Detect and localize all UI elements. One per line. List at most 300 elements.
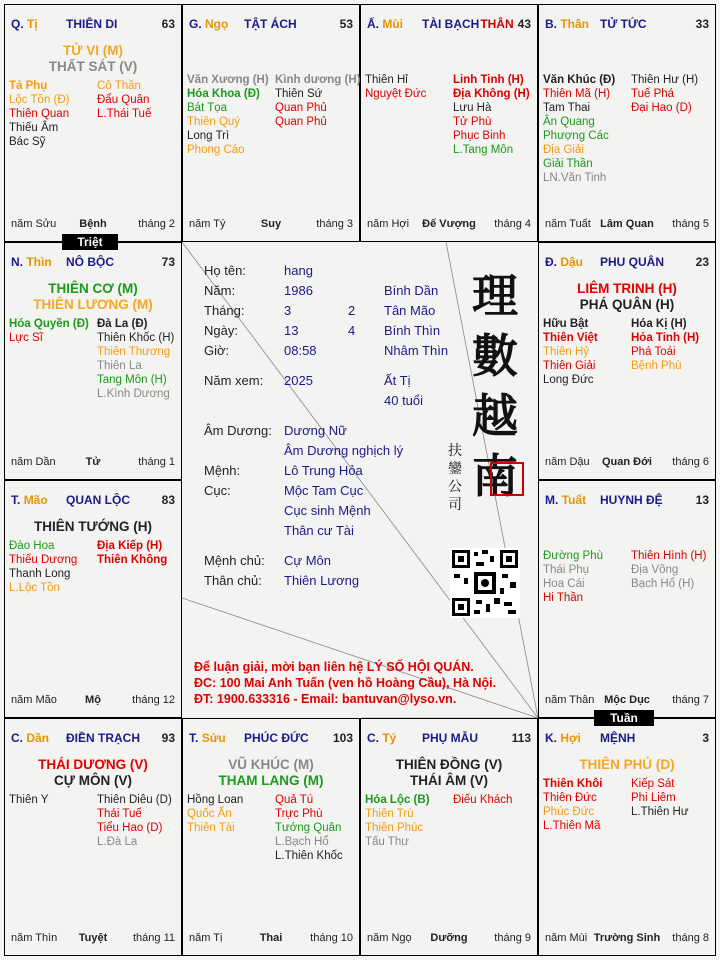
minor-star: Thiên Việt (543, 332, 598, 344)
minor-star: Thiên Quan (9, 108, 70, 120)
minor-star: Bạch Hổ (H) (631, 578, 695, 590)
minor-star: Thiên Khốc (H) (97, 332, 175, 344)
palace-stem-branch (11, 731, 49, 745)
minor-star: Thiên Hỉ (365, 74, 408, 86)
palace-stem: T. (11, 493, 21, 507)
footer-month: tháng 4 (494, 218, 531, 230)
palace-name: PHÚC ĐỨC (244, 731, 309, 745)
minor-stars-right (631, 777, 689, 819)
palace-stem-branch (545, 17, 589, 31)
palace-name: PHỤ MẪU (422, 731, 478, 745)
minor-stars-right (631, 317, 699, 373)
footer-year: năm Mão (11, 694, 57, 706)
major-star: THÁI DƯƠNG (V) (38, 757, 148, 772)
red-seal-stamp (490, 462, 524, 496)
minor-star: Tiểu Hao (D) (97, 822, 163, 834)
value-gio: 08:58 (284, 343, 317, 358)
seal-char-2: 鑾 (448, 461, 462, 477)
palace-name: ĐIỀN TRẠCH (66, 731, 140, 745)
minor-star: Tử Phù (453, 116, 492, 128)
palace-cell-suu (182, 718, 360, 956)
palace-branch: Sửu (201, 731, 226, 745)
minor-star: Văn Xương (H) (187, 74, 269, 86)
footer-stage: Thai (259, 932, 283, 944)
minor-star: Địa Kiếp (H) (97, 540, 163, 552)
palace-stem: C. (11, 731, 23, 745)
palace-stem: B. (545, 17, 557, 31)
minor-star: Hỏa Tinh (H) (631, 332, 700, 344)
footer-stage: Lâm Quan (600, 218, 654, 230)
palace-name: MỆNH (600, 731, 636, 745)
minor-star: Đà La (Đ) (97, 318, 148, 330)
minor-star: Địa Giải (543, 144, 584, 156)
minor-star: Thiên Thương (97, 346, 171, 358)
palace-number-value: 43 (517, 17, 531, 31)
palace-number (702, 731, 709, 745)
minor-star: Phá Toái (631, 346, 676, 358)
minor-star: Hoa Cái (543, 578, 585, 590)
palace-footer (545, 694, 709, 708)
palace-stem: Đ. (545, 255, 557, 269)
label-ngay: Ngày: (204, 323, 238, 338)
minor-star: Hóa Kị (H) (631, 318, 687, 330)
minor-star: Bát Tọa (187, 102, 228, 114)
minor-star: L.Tang Môn (453, 144, 514, 156)
footer-stage: Tử (85, 456, 101, 468)
palace-branch: Mùi (382, 17, 404, 31)
minor-star: Thiên Hỷ (543, 346, 590, 358)
than-marker: THÂN (480, 17, 514, 31)
calligraphy-char-2: 數 (472, 329, 518, 383)
value-nam-xem-can-chi: Ất Tị (384, 373, 411, 388)
seal-vertical-text (448, 442, 464, 514)
minor-stars-right (453, 73, 530, 157)
minor-star: Quả Tú (275, 794, 314, 806)
footer-year: năm Dậu (545, 456, 590, 468)
palace-footer (11, 932, 175, 946)
footer-year: năm Sửu (11, 218, 57, 230)
minor-star: L.Thiên Khốc (275, 850, 343, 862)
palace-name: THIÊN DI (66, 17, 118, 31)
minor-stars-right (275, 793, 343, 863)
minor-star: L.Lộc Tồn (9, 582, 60, 594)
calligraphy-char-1: 理 (472, 269, 518, 323)
footer-year: năm Tý (189, 218, 226, 230)
major-star: THAM LANG (M) (218, 773, 324, 788)
palace-stem-branch (189, 731, 226, 745)
minor-stars-right (97, 539, 167, 567)
palace-stem: Q. (11, 17, 24, 31)
palace-footer (189, 218, 353, 232)
minor-star: Địa Võng (631, 564, 679, 576)
palace-name: NÔ BỘC (66, 255, 114, 269)
palace-footer (11, 218, 175, 232)
value-nam-can-chi: Bính Dần (384, 283, 439, 298)
minor-star: Hi Thần (543, 592, 584, 604)
calligraphy-char-3: 越 (472, 389, 518, 443)
minor-star: Ân Quang (543, 116, 595, 128)
palace-footer (11, 456, 175, 470)
value-ngay-am: 4 (348, 323, 356, 338)
palace-stem: C. (367, 731, 379, 745)
palace-branch: Tị (27, 17, 38, 31)
minor-star: Văn Khúc (Đ) (543, 74, 616, 86)
footer-year: năm Thìn (11, 932, 58, 944)
minor-star: Thiên Không (97, 554, 168, 566)
minor-star: Hóa Khoa (Đ) (187, 88, 260, 100)
palace-name: HUYNH ĐỆ (600, 493, 663, 507)
minor-star: Bác Sỹ (9, 136, 46, 148)
minor-star: Long Đức (543, 374, 594, 386)
palace-cell-dan (4, 718, 182, 956)
minor-star: Quan Phủ (275, 102, 327, 114)
value-menh-chu: Cự Môn (284, 553, 331, 568)
minor-star: Tướng Quân (275, 822, 342, 834)
palace-number (333, 731, 353, 745)
palace-cell-ty-top-left (4, 4, 182, 242)
palace-stem: G. (189, 17, 202, 31)
palace-name: TỬ TỨC (600, 17, 647, 31)
minor-star: Đào Hoa (9, 540, 55, 552)
center-info-panel (182, 242, 538, 718)
palace-footer (11, 694, 175, 708)
palace-cell-mui (360, 4, 538, 242)
minor-star: Cô Thần (97, 80, 141, 92)
footer-stage: Tuyệt (78, 932, 108, 944)
palace-name: QUAN LỘC (66, 493, 130, 507)
minor-stars-left (9, 539, 77, 595)
triet-tag: Triệt (62, 234, 118, 250)
minor-star: Lực Sĩ (9, 332, 43, 344)
footer-month: tháng 9 (494, 932, 531, 944)
minor-star: Đường Phù (543, 550, 603, 562)
minor-star: L.Thiên Hư (631, 806, 689, 818)
minor-star: Tam Thai (543, 102, 591, 114)
minor-star: Quốc Ấn (187, 808, 232, 820)
contact-line-1: Để luận giải, mời bạn liên hệ LÝ SỐ HỘI QUÁN. (194, 660, 474, 674)
minor-star: LN.Văn Tinh (543, 172, 607, 184)
palace-branch: Hợi (560, 731, 581, 745)
palace-number (696, 255, 709, 269)
minor-star: Quan Phủ (275, 116, 327, 128)
minor-star: Tuế Phá (631, 88, 675, 100)
minor-stars-right (631, 549, 706, 591)
minor-star: L.Thái Tuế (97, 108, 152, 120)
palace-footer (189, 932, 353, 946)
minor-stars-right (97, 317, 174, 401)
footer-month: tháng 3 (316, 218, 353, 230)
value-than-chu: Thiên Lương (284, 573, 360, 588)
minor-star: Thiên Quý (187, 116, 241, 128)
minor-star: Thiên Trù (365, 808, 414, 820)
major-star: PHÁ QUÂN (H) (579, 297, 675, 312)
minor-star: Tang Môn (H) (97, 374, 167, 386)
major-star: THIÊN ĐỒNG (V) (395, 757, 503, 772)
palace-header (545, 255, 709, 271)
qr-code-icon (450, 548, 520, 618)
palace-stem: T. (189, 731, 199, 745)
value-nam-xem: 2025 (284, 373, 313, 388)
contact-line-2: ĐC: 100 Mai Anh Tuấn (ven hồ Hoàng Cầu), Hà Nội. (194, 676, 497, 690)
palace-cell-dau (538, 242, 716, 480)
minor-stars-right (97, 79, 151, 121)
minor-stars-left (9, 79, 70, 149)
palace-branch: Dần (26, 731, 50, 745)
label-gio: Giờ: (204, 343, 230, 358)
minor-stars-right (97, 793, 172, 849)
palace-name: PHU QUÂN (600, 255, 665, 269)
value-ho-ten: hang (284, 263, 313, 278)
footer-month: tháng 5 (672, 218, 709, 230)
minor-star: Thanh Long (9, 568, 71, 580)
minor-star: Phục Binh (453, 130, 506, 142)
palace-number-value: 63 (161, 17, 175, 31)
minor-star: Thiên Diêu (D) (97, 794, 172, 806)
minor-star: Phi Liêm (631, 792, 676, 804)
palace-number-value: 73 (161, 255, 175, 269)
minor-stars-right (631, 73, 698, 115)
palace-header (11, 17, 175, 33)
palace-cell-thin (4, 242, 182, 480)
palace-header (367, 17, 531, 33)
minor-star: Thiên Phúc (365, 822, 424, 834)
value-am-duong-2: Âm Dương nghịch lý (284, 443, 404, 458)
minor-star: Trực Phù (275, 808, 323, 820)
label-cuc: Cục: (204, 483, 231, 498)
major-star: THIÊN CƠ (M) (48, 281, 138, 296)
palace-number (512, 731, 531, 745)
major-star: THẤT SÁT (V) (48, 59, 138, 74)
minor-star: Thiên Mã (H) (543, 88, 611, 100)
palace-number-value: 3 (702, 731, 709, 745)
palace-stem-branch (545, 493, 586, 507)
palace-header (545, 493, 709, 509)
minor-star: Phong Cáo (187, 144, 245, 156)
label-nam-xem: Năm xem: (204, 373, 264, 388)
footer-year: năm Dần (11, 456, 56, 468)
minor-star: L.Đà La (97, 836, 138, 848)
minor-star: Tấu Thư (365, 836, 409, 848)
minor-star: Hóa Quyền (Đ) (9, 318, 89, 330)
minor-stars-left (365, 793, 430, 849)
palace-header (11, 493, 175, 509)
minor-star: Địa Không (H) (453, 88, 530, 100)
footer-month: tháng 2 (138, 218, 175, 230)
contact-line-3: ĐT: 1900.633316 - Email: bantuvan@lyso.vn. (194, 692, 457, 706)
minor-star: Linh Tinh (H) (453, 74, 524, 86)
footer-year: năm Tuất (545, 218, 591, 230)
footer-stage: Bệnh (79, 218, 107, 230)
palace-header (11, 731, 175, 747)
palace-number-value: 53 (339, 17, 353, 31)
minor-stars-left (187, 73, 269, 157)
label-thang: Tháng: (204, 303, 245, 318)
footer-stage: Mộc Dục (604, 694, 650, 706)
minor-star: Đại Hao (D) (631, 102, 692, 114)
minor-star: Thiếu Dương (9, 554, 78, 566)
minor-star: Kiếp Sát (631, 778, 675, 790)
minor-star: Lộc Tồn (Đ) (9, 94, 70, 106)
palace-name: TẬT ÁCH (244, 17, 297, 31)
label-ho-ten: Họ tên: (204, 263, 246, 278)
palace-stem-branch (11, 255, 52, 269)
minor-star: Thiên Hình (H) (631, 550, 707, 562)
minor-star: Thiên Y (9, 794, 49, 806)
palace-number-value: 33 (695, 17, 709, 31)
footer-year: năm Hợi (367, 218, 410, 230)
minor-stars-left (187, 793, 243, 835)
minor-star: Thiên Khôi (543, 778, 603, 790)
major-star: VŨ KHÚC (M) (228, 757, 314, 772)
footer-month: tháng 6 (672, 456, 709, 468)
palace-footer (367, 932, 531, 946)
palace-number-value: 13 (695, 493, 709, 507)
palace-cell-ty-bottom (360, 718, 538, 956)
palace-footer (545, 932, 709, 946)
footer-stage: Trường Sinh (593, 932, 661, 944)
footer-stage: Dưỡng (430, 932, 468, 944)
value-thang-am: 2 (348, 303, 356, 318)
major-star: CỰ MÔN (V) (54, 773, 132, 788)
palace-number (480, 17, 531, 31)
value-thang-can-chi: Tân Mão (384, 303, 436, 318)
palace-stem: N. (11, 255, 23, 269)
palace-header (545, 17, 709, 33)
minor-star: Thiên La (97, 360, 142, 372)
palace-number (696, 17, 709, 31)
minor-star: Phượng Các (543, 130, 609, 142)
seal-char-4: 司 (448, 497, 462, 513)
minor-star: Lưu Hà (453, 102, 492, 114)
minor-star: Bệnh Phù (631, 360, 682, 372)
palace-number-value: 23 (695, 255, 709, 269)
calligraphy-char-4: 南 (472, 449, 518, 503)
value-tuoi: 40 tuổi (384, 393, 424, 408)
label-nam: Năm: (204, 283, 236, 298)
footer-month: tháng 12 (132, 694, 175, 706)
palace-branch: Thân (560, 17, 590, 31)
palace-header (189, 731, 353, 747)
minor-stars-left (9, 793, 48, 807)
minor-star: Đẩu Quân (97, 94, 150, 106)
palace-header (367, 731, 531, 747)
palace-stem-branch (11, 17, 38, 31)
value-thang: 3 (284, 303, 292, 318)
palace-stem: M. (545, 493, 559, 507)
value-menh: Lô Trung Hỏa (284, 463, 363, 478)
palace-cell-mao (4, 480, 182, 718)
minor-star: Giải Thần (543, 158, 593, 170)
value-cuc: Mộc Tam Cục (284, 483, 364, 498)
palace-stem-branch (367, 731, 396, 745)
palace-number (162, 17, 175, 31)
palace-cell-than (538, 4, 716, 242)
minor-star: Thiên Hư (H) (631, 74, 699, 86)
palace-branch: Thìn (26, 255, 52, 269)
palace-stem-branch (11, 493, 48, 507)
minor-stars-right (453, 793, 512, 807)
minor-stars-left (543, 777, 602, 833)
palace-stem-branch (545, 255, 583, 269)
minor-stars-left (543, 73, 615, 185)
palace-number-value: 83 (161, 493, 175, 507)
minor-star: Thiếu Âm (9, 122, 59, 134)
major-star: THIÊN PHỦ (D) (579, 757, 675, 772)
major-star: THIÊN TƯỚNG (H) (34, 519, 152, 534)
footer-stage: Suy (260, 218, 282, 230)
palace-footer (367, 218, 531, 232)
palace-header (545, 731, 709, 747)
palace-footer (545, 456, 709, 470)
palace-stem-branch (545, 731, 581, 745)
minor-stars-right (275, 73, 360, 129)
minor-star: Kình dương (H) (275, 74, 361, 86)
footer-year: năm Mùi (545, 932, 588, 944)
minor-star: Tả Phụ (9, 80, 48, 92)
minor-star: Thiên Sứ (275, 88, 323, 100)
label-menh-chu: Mệnh chủ: (204, 553, 265, 568)
palace-name: TÀI BẠCH (422, 17, 480, 31)
tuan-tag: Tuần (594, 710, 654, 726)
footer-month: tháng 7 (672, 694, 709, 706)
seal-char-3: 公 (448, 479, 462, 495)
footer-stage: Đế Vượng (422, 218, 476, 230)
minor-stars-left (543, 317, 598, 387)
palace-number (162, 731, 175, 745)
palace-number-value: 103 (332, 731, 353, 745)
palace-branch: Dậu (560, 255, 584, 269)
label-than-chu: Thân chủ: (204, 573, 262, 588)
minor-star: Hồng Loan (187, 794, 244, 806)
value-nam: 1986 (284, 283, 313, 298)
minor-star: L.Kình Dương (97, 388, 170, 400)
palace-cell-hoi (538, 718, 716, 956)
palace-cell-ngo (182, 4, 360, 242)
label-menh: Mệnh: (204, 463, 241, 478)
minor-star: Thái Tuế (97, 808, 142, 820)
palace-header (189, 17, 353, 33)
minor-star: Thiên Đức (543, 792, 597, 804)
palace-cell-tuat (538, 480, 716, 718)
palace-stem: K. (545, 731, 557, 745)
value-cuc-2: Cục sinh Mệnh (284, 503, 371, 518)
minor-stars-left (365, 73, 426, 101)
minor-star: Điếu Khách (453, 794, 513, 806)
value-am-duong: Dương Nữ (284, 423, 347, 438)
palace-header (11, 255, 175, 271)
seal-char-1: 扶 (448, 443, 462, 459)
minor-star: Thiên Tài (187, 822, 235, 834)
footer-stage: Mộ (85, 694, 101, 706)
palace-footer (545, 218, 709, 232)
value-cuc-3: Thân cư Tài (284, 523, 354, 538)
footer-year: năm Ngọ (367, 932, 412, 944)
major-star: THIÊN LƯƠNG (M) (33, 297, 153, 312)
minor-star: Hóa Lộc (B) (365, 794, 430, 806)
palace-branch: Tuất (561, 493, 587, 507)
palace-number (340, 17, 353, 31)
palace-number-value: 113 (511, 731, 531, 745)
value-gio-can-chi: Nhâm Thìn (384, 343, 449, 358)
major-star: LIÊM TRINH (H) (577, 281, 677, 296)
minor-star: Nguyệt Đức (365, 88, 427, 100)
minor-star: Long Trì (187, 130, 230, 142)
palace-stem-branch (189, 17, 228, 31)
palace-number-value: 93 (161, 731, 175, 745)
palace-number (162, 493, 175, 507)
label-am-duong: Âm Dương: (204, 423, 272, 438)
minor-stars-left (9, 317, 89, 345)
